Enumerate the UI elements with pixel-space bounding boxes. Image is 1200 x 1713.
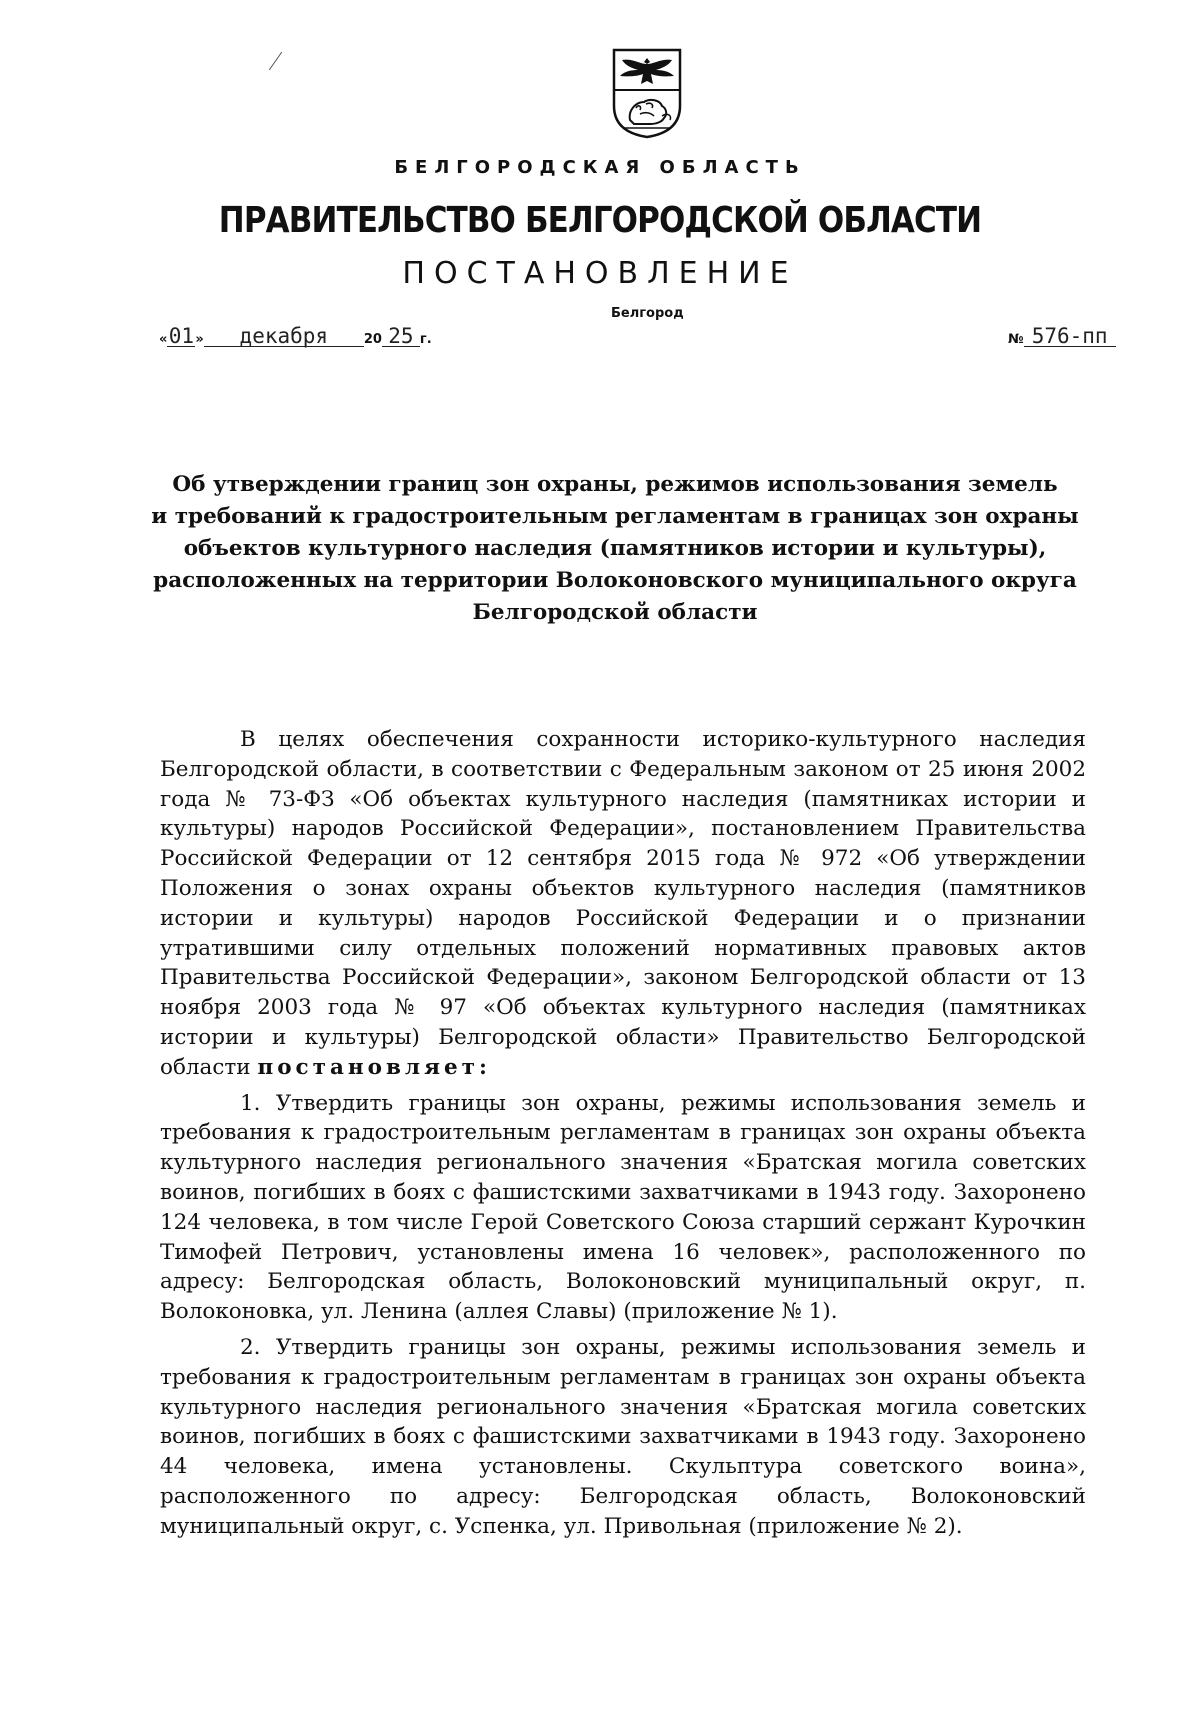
preamble-paragraph: [160, 725, 1086, 1083]
date-close-quote: »: [195, 332, 204, 347]
document-body: [160, 725, 1086, 1548]
city-name: Белгород: [611, 306, 684, 321]
decree-number: 576-пп: [1024, 326, 1116, 347]
title-line: расположенных на территории Волоконовского муниципального округа: [153, 568, 1077, 593]
stray-pen-mark: [269, 52, 282, 71]
region-name: БЕЛГОРОДСКАЯ ОБЛАСТЬ: [394, 157, 806, 178]
date-year: 25: [382, 326, 420, 347]
government-name: ПРАВИТЕЛЬСТВО БЕЛГОРОДСКОЙ ОБЛАСТИ: [218, 200, 982, 241]
date-suffix: г.: [419, 332, 432, 347]
date-day: 01: [168, 324, 195, 348]
number-line: [1008, 326, 1116, 347]
document-title: [150, 469, 1080, 629]
item-1-paragraph: 1. Утвердить границы зон охраны, режимы использования земель и требования к градостроительным регламентам в границах зон охраны объекта культурного наследия регионального значения «Братская могила советских воинов, погибших в боях с фашистскими захватчиками в 1943 году. Захоронено 124 человека, в том числе Герой Советского Союза старший сержант Курочкин Тимофей Петрович, установлены имена 16 человек», расположенного по адресу: Белгородская область, Волоконовский муниципальный округ, п. Волоконовка, ул. Ленина (аллея Славы) (приложение № 1).: [160, 1090, 1086, 1325]
date-month: декабря: [204, 326, 364, 347]
title-line: и требований к градостроительным регламентам в границах зон охраны: [151, 504, 1079, 529]
item-2-paragraph: 2. Утвердить границы зон охраны, режимы использования земель и требования к градостроительным регламентам в границах зон охраны объекта культурного наследия регионального значения «Братская могила советских воинов, погибших в боях с фашистскими захватчиками в 1943 году. Захоронено 44 человека, имена установлены. Скульптура советского воина», расположенного по адресу: Белгородская область, Волоконовский муниципальный округ, с. Успенка, ул. Привольная (приложение № 2).: [160, 1334, 1086, 1539]
belgorod-coat-of-arms-icon: [610, 46, 684, 140]
date-open-quote: «: [159, 332, 168, 347]
title-line: Об утверждении границ зон охраны, режимов использования земель: [172, 472, 1058, 497]
date-line: [159, 326, 432, 347]
decree-word: постановляет:: [257, 1054, 491, 1080]
date-century: 20: [363, 332, 382, 347]
title-line: Белгородской области: [472, 600, 758, 625]
document-type: ПОСТАНОВЛЕНИЕ: [402, 256, 798, 291]
title-line: объектов культурного наследия (памятников истории и культуры),: [183, 536, 1047, 561]
preamble-text: В целях обеспечения сохранности историко-культурного наследия Белгородской области, в соответствии с Федеральным законом от 25 июня 2002 года № 73-ФЗ «Об объектах культурного наследия (памятниках истории и культуры) народов Российской Федерации», постановлением Правительства Российской Федерации от 12 сентября 2015 года № 972 «Об утверждении Положения о зонах охраны объектов культурного наследия (памятников истории и культуры) народов Российской Федерации и о признании утратившими силу отдельных положений нормативных правовых актов Правительства Российской Федерации», законом Белгородской области от 13 ноября 2003 года № 97 «Об объектах культурного наследия (памятниках истории и культуры) Белгородской области» Правительство Белгородской области: [160, 727, 1086, 1080]
number-prefix: №: [1008, 332, 1024, 347]
